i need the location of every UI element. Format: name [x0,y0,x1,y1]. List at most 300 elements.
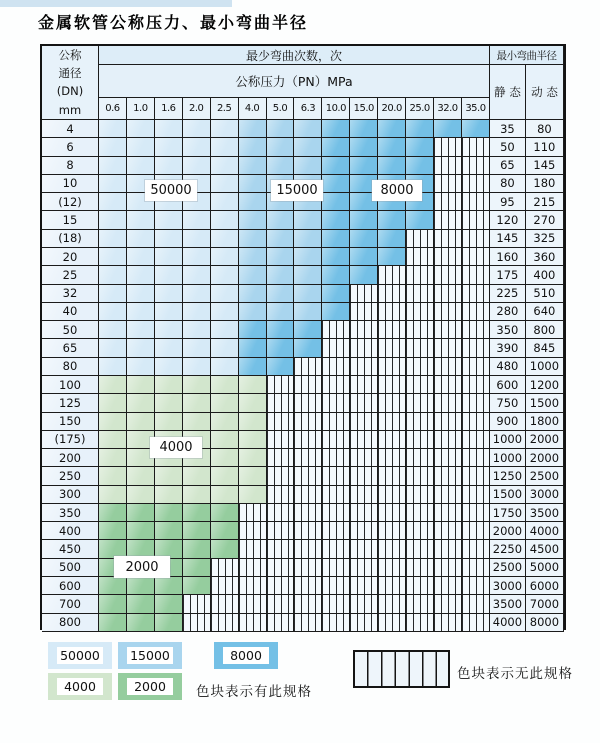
spec-cell-50000 [211,303,239,321]
dynamic-radius-cell: 2000 [526,449,564,467]
spec-cell-15000 [267,211,295,229]
no-spec-cell [434,431,462,449]
no-spec-cell [350,431,378,449]
no-spec-cell [294,394,322,412]
no-spec-cell [322,431,350,449]
spec-cell-8000 [322,303,350,321]
no-spec-cell [406,577,434,595]
no-spec-cell [462,467,490,485]
no-spec-cell [462,431,490,449]
no-spec-cell [239,522,267,540]
spec-cell-15000 [239,193,267,211]
spec-cell-4000 [155,467,183,485]
no-spec-cell [462,157,490,175]
spec-cell-50000 [127,157,155,175]
spec-cell-2000 [99,504,127,522]
legend-swatch-8000 [214,642,278,669]
spec-cell-50000 [155,266,183,284]
no-spec-cell [322,321,350,339]
no-spec-cell [462,376,490,394]
no-spec-cell [322,559,350,577]
spec-cell-2000 [127,577,155,595]
table-row-dn-250 [42,467,564,485]
spec-cell-50000 [155,321,183,339]
static-radius-cell: 1500 [490,486,526,504]
table-row-dn-700 [42,595,564,613]
static-radius-cell: 3500 [490,595,526,613]
no-spec-cell [434,504,462,522]
pressure-col-header: 32.0 [434,98,462,120]
no-spec-cell [322,486,350,504]
pressure-col-header: 35.0 [462,98,490,120]
no-spec-cell [434,193,462,211]
table-row-dn-175 [42,431,564,449]
static-radius-cell: 65 [490,157,526,175]
dn-cell: 10 [42,175,99,193]
no-spec-cell [462,138,490,156]
dn-header-line1: 公称 [58,48,82,62]
spec-cell-15000 [267,230,295,248]
spec-cell-2000 [127,595,155,613]
spec-cell-8000 [322,285,350,303]
dn-cell: 25 [42,266,99,284]
spec-cell-8000 [322,175,350,193]
spec-cell-50000 [127,138,155,156]
dynamic-radius-cell: 3000 [526,486,564,504]
no-spec-cell [294,577,322,595]
spec-cell-50000 [155,157,183,175]
spec-cell-50000 [211,157,239,175]
spec-cell-8000 [350,230,378,248]
no-spec-cell [350,595,378,613]
spec-cell-8000 [239,321,267,339]
spec-cell-15000 [294,248,322,266]
static-radius-cell: 480 [490,358,526,376]
no-spec-cell [294,449,322,467]
table-row-dn-32 [42,285,564,303]
spec-cell-8000 [294,339,322,357]
no-spec-cell [434,540,462,558]
no-spec-cell [183,595,211,613]
dynamic-radius-cell: 1000 [526,358,564,376]
spec-cell-4000 [239,413,267,431]
spec-cell-50000 [99,138,127,156]
spec-cell-8000 [378,211,406,229]
legend-swatch-label: 8000 [223,647,269,664]
spec-cell-4000 [211,449,239,467]
spec-cell-50000 [99,358,127,376]
spec-cell-8000 [322,157,350,175]
spec-cell-50000 [183,138,211,156]
spec-cell-15000 [294,230,322,248]
no-spec-cell [294,431,322,449]
static-radius-cell: 80 [490,175,526,193]
no-spec-cell [378,413,406,431]
no-spec-cell [406,595,434,613]
no-spec-cell [350,467,378,485]
table-header [42,46,564,120]
table-row-dn-300 [42,486,564,504]
no-spec-cell [406,248,434,266]
table-row-dn-100 [42,376,564,394]
spec-cell-50000 [183,285,211,303]
table-row-dn-20 [42,248,564,266]
dynamic-radius-cell: 325 [526,230,564,248]
spec-cell-2000 [211,522,239,540]
dn-cell: 800 [42,614,99,632]
spec-cell-15000 [239,248,267,266]
spec-cell-50000 [99,321,127,339]
no-spec-cell [434,303,462,321]
no-spec-cell [239,577,267,595]
no-spec-swatch [353,650,450,688]
spec-cell-50000 [183,157,211,175]
no-spec-cell [378,321,406,339]
static-radius-cell: 3000 [490,577,526,595]
spec-cell-50000 [183,321,211,339]
no-spec-cell [434,449,462,467]
spec-cell-2000 [127,522,155,540]
no-spec-cell [350,339,378,357]
dn-cell: (12) [42,193,99,211]
spec-cell-4000 [155,394,183,412]
spec-cell-8000 [406,157,434,175]
dynamic-radius-cell: 1500 [526,394,564,412]
spec-cell-15000 [294,211,322,229]
no-spec-cell [462,303,490,321]
no-spec-cell [462,193,490,211]
no-spec-note: 色块表示无此规格 [457,666,573,682]
spec-cell-50000 [183,266,211,284]
no-spec-cell [434,413,462,431]
no-spec-cell [434,376,462,394]
spec-cell-8000 [378,248,406,266]
spec-cell-4000 [183,376,211,394]
dynamic-radius-cell: 2000 [526,431,564,449]
no-spec-cell [406,321,434,339]
cycles-header: 最少弯曲次数，次 [99,46,490,65]
no-spec-cell [239,559,267,577]
no-spec-cell [267,540,295,558]
no-spec-cell [406,230,434,248]
table-row-dn-65 [42,339,564,357]
dn-cell: 8 [42,157,99,175]
no-spec-cell [267,595,295,613]
no-spec-cell [267,559,295,577]
spec-cell-50000 [127,230,155,248]
spec-cell-50000 [183,358,211,376]
static-radius-cell: 900 [490,413,526,431]
spec-cell-50000 [99,193,127,211]
has-spec-note: 色块表示有此规格 [196,684,312,700]
no-spec-cell [406,559,434,577]
spec-cell-2000 [127,504,155,522]
legend-swatch-15000 [118,642,182,669]
no-spec-cell [294,595,322,613]
pressure-col-header: 1.6 [155,98,183,120]
table-row-dn-350 [42,504,564,522]
spec-cell-4000 [211,413,239,431]
no-spec-cell [267,449,295,467]
no-spec-cell [378,504,406,522]
dn-header-cell [42,46,99,120]
pressure-columns-row [99,98,490,120]
no-spec-cell [211,595,239,613]
cycles-header-group [99,46,490,120]
spec-cell-50000 [183,211,211,229]
spec-cell-50000 [211,339,239,357]
no-spec-cell [434,486,462,504]
no-spec-cell [239,504,267,522]
no-spec-cell [322,504,350,522]
no-spec-cell [294,614,322,632]
spec-cell-15000 [239,138,267,156]
spec-cell-8000 [294,321,322,339]
no-spec-cell [462,540,490,558]
spec-cell-50000 [127,211,155,229]
dn-cell: 150 [42,413,99,431]
table-row-dn-125 [42,394,564,412]
spec-cell-4000 [239,394,267,412]
spec-cell-8000 [322,230,350,248]
spec-cell-50000 [155,303,183,321]
spec-cell-2000 [155,595,183,613]
no-spec-cell [434,559,462,577]
no-spec-cell [350,504,378,522]
no-spec-cell [434,285,462,303]
no-spec-cell [239,614,267,632]
spec-cell-50000 [99,211,127,229]
no-spec-cell [462,413,490,431]
spec-cell-8000 [406,211,434,229]
static-radius-cell: 175 [490,266,526,284]
dynamic-radius-cell: 1200 [526,376,564,394]
table-row-dn-6 [42,138,564,156]
spec-cell-8000 [239,339,267,357]
no-spec-cell [406,358,434,376]
dn-header-line3: (DN) [56,84,84,99]
spec-cell-50000 [127,120,155,138]
static-radius-cell: 2500 [490,559,526,577]
no-spec-cell [406,394,434,412]
zone-label-8000: 8000 [372,180,422,201]
spec-cell-50000 [211,175,239,193]
spec-cell-50000 [127,358,155,376]
spec-cell-50000 [211,358,239,376]
no-spec-cell [406,376,434,394]
legend-swatch-label: 50000 [57,647,103,664]
dn-cell: (18) [42,230,99,248]
no-spec-cell [434,577,462,595]
spec-cell-8000 [267,339,295,357]
no-spec-cell [350,303,378,321]
no-spec-cell [434,266,462,284]
spec-cell-4000 [183,394,211,412]
no-spec-cell [294,486,322,504]
static-header: 静 态 [490,65,526,120]
spec-cell-4000 [127,467,155,485]
no-spec-cell [462,486,490,504]
spec-cell-50000 [155,120,183,138]
dynamic-radius-cell: 80 [526,120,564,138]
dynamic-radius-cell: 4000 [526,522,564,540]
spec-cell-50000 [127,321,155,339]
no-spec-cell [378,559,406,577]
top-accent-bar [0,0,232,7]
spec-cell-2000 [211,504,239,522]
dynamic-radius-cell: 110 [526,138,564,156]
no-spec-cell [322,413,350,431]
no-spec-cell [378,303,406,321]
spec-cell-15000 [267,157,295,175]
no-spec-cell [350,376,378,394]
spec-cell-15000 [294,285,322,303]
legend-swatch-label: 15000 [127,647,173,664]
no-spec-cell [462,321,490,339]
no-spec-cell [267,394,295,412]
no-spec-cell [462,449,490,467]
no-spec-cell [434,157,462,175]
spec-cell-4000 [99,376,127,394]
spec-cell-4000 [239,486,267,504]
spec-cell-50000 [155,138,183,156]
no-spec-cell [406,504,434,522]
legend-swatch-50000 [48,642,112,669]
spec-cell-50000 [127,248,155,266]
spec-cell-8000 [378,230,406,248]
dn-cell: 600 [42,577,99,595]
spec-cell-2000 [99,614,127,632]
spec-cell-15000 [267,120,295,138]
dn-cell: 250 [42,467,99,485]
spec-cell-8000 [434,120,462,138]
spec-cell-2000 [183,577,211,595]
spec-cell-15000 [267,303,295,321]
dn-cell: 450 [42,540,99,558]
no-spec-cell [462,577,490,595]
spec-cell-50000 [127,303,155,321]
no-spec-cell [267,413,295,431]
no-spec-cell [350,540,378,558]
dn-cell: 100 [42,376,99,394]
spec-cell-50000 [183,120,211,138]
no-spec-cell [434,394,462,412]
no-spec-cell [322,467,350,485]
table-row-dn-50 [42,321,564,339]
table-row-dn-40 [42,303,564,321]
no-spec-cell [434,138,462,156]
spec-cell-4000 [99,413,127,431]
spec-table [40,44,566,630]
legend-swatch-label: 4000 [57,678,103,695]
pressure-col-header: 4.0 [239,98,267,120]
spec-cell-4000 [99,449,127,467]
spec-cell-50000 [155,358,183,376]
spec-cell-4000 [127,486,155,504]
spec-cell-15000 [239,285,267,303]
pressure-col-header: 2.0 [183,98,211,120]
table-row-dn-80 [42,358,564,376]
spec-cell-2000 [183,540,211,558]
spec-cell-50000 [155,339,183,357]
spec-cell-4000 [127,394,155,412]
spec-cell-8000 [239,358,267,376]
no-spec-cell [294,358,322,376]
spec-cell-50000 [183,303,211,321]
static-radius-cell: 4000 [490,614,526,632]
spec-cell-50000 [155,248,183,266]
no-spec-cell [239,595,267,613]
spec-cell-2000 [155,522,183,540]
pressure-col-header: 5.0 [267,98,295,120]
spec-cell-50000 [211,248,239,266]
dn-cell: 4 [42,120,99,138]
zone-label-4000: 4000 [150,437,202,458]
static-dynamic-header-row [490,65,564,120]
dn-header-line4: mm [58,102,82,117]
no-spec-cell [378,522,406,540]
no-spec-cell [211,559,239,577]
no-spec-cell [406,467,434,485]
no-spec-cell [267,467,295,485]
no-spec-cell [294,504,322,522]
no-spec-cell [350,559,378,577]
spec-cell-8000 [322,193,350,211]
dn-cell: 500 [42,559,99,577]
no-spec-cell [322,358,350,376]
no-spec-cell [462,211,490,229]
spec-cell-4000 [99,431,127,449]
no-spec-cell [294,376,322,394]
dn-cell: 200 [42,449,99,467]
spec-cell-2000 [183,559,211,577]
no-spec-cell [406,522,434,540]
no-spec-cell [294,540,322,558]
no-spec-cell [406,413,434,431]
spec-cell-4000 [183,413,211,431]
pressure-col-header: 20.0 [378,98,406,120]
no-spec-cell [378,285,406,303]
spec-cell-50000 [127,266,155,284]
spec-cell-8000 [322,138,350,156]
dynamic-radius-cell: 2500 [526,467,564,485]
dn-cell: 20 [42,248,99,266]
dn-cell: 80 [42,358,99,376]
no-spec-cell [406,614,434,632]
spec-cell-4000 [155,486,183,504]
static-radius-cell: 1250 [490,467,526,485]
table-row-dn-25 [42,266,564,284]
spec-cell-2000 [99,577,127,595]
static-radius-cell: 390 [490,339,526,357]
spec-cell-4000 [239,467,267,485]
spec-cell-15000 [294,266,322,284]
table-row-dn-400 [42,522,564,540]
table-row-dn-600 [42,577,564,595]
spec-cell-15000 [267,248,295,266]
table-row-dn-15 [42,211,564,229]
dynamic-radius-cell: 3500 [526,504,564,522]
dn-cell: 400 [42,522,99,540]
no-spec-cell [350,285,378,303]
static-radius-cell: 1000 [490,449,526,467]
spec-cell-4000 [127,376,155,394]
no-spec-cell [267,522,295,540]
spec-cell-2000 [155,577,183,595]
no-spec-cell [267,614,295,632]
spec-cell-15000 [294,303,322,321]
spec-cell-50000 [211,266,239,284]
